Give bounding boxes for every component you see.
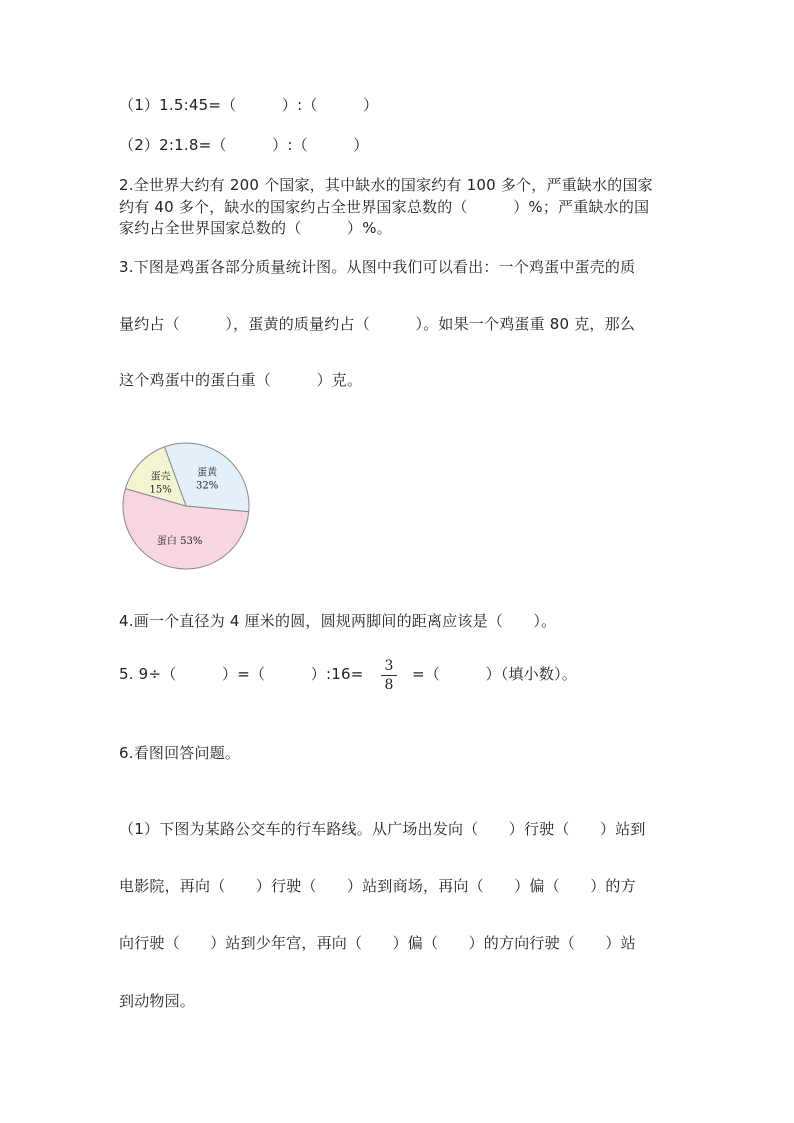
pie-slice-name-2: 蛋白 53%: [156, 536, 203, 548]
question-5-left: 5. 9÷（ ）=（ ）:16=: [119, 665, 364, 683]
egg-composition-pie-chart: [116, 441, 256, 571]
pie-slice-name-1: 蛋黄: [197, 467, 218, 479]
fraction-three-eighths: [378, 658, 400, 693]
pie-slice-value-0: 15%: [149, 484, 172, 496]
question-2-line-1: 2.全世界大约有 200 个国家，其中缺水的国家约有 100 多个，严重缺水的国家: [119, 176, 653, 194]
question-1-1: （1）1.5:45=（ ）:（ ）: [119, 96, 379, 114]
question-6-1-line-4: 到动物园。: [119, 992, 196, 1010]
question-2-line-2: 约有 40 多个，缺水的国家约占全世界国家总数的（ ）%；严重缺水的国: [119, 198, 650, 216]
question-3-line-1: 3.下图是鸡蛋各部分质量统计图。从图中我们可以看出：一个鸡蛋中蛋壳的质: [119, 258, 636, 276]
question-6: 6.看图回答问题。: [119, 744, 241, 762]
pie-chart-svg: [116, 441, 256, 571]
pie-slice-value-1: 32%: [196, 480, 219, 492]
question-6-1-line-3: 向行驶（ ）站到少年宫，再向（ ）偏（ ）的方向行驶（ ）站: [119, 934, 636, 952]
question-2-line-3: 家约占全世界国家总数的（ ）%。: [119, 219, 392, 237]
question-5-right: =（ ）（填小数）。: [412, 665, 577, 683]
question-3-line-3: 这个鸡蛋中的蛋白重（ ）克。: [119, 371, 363, 389]
question-6-1-line-2: 电影院，再向（ ）行驶（ ）站到商场，再向（ ）偏（ ）的方: [119, 877, 636, 895]
question-1-2: （2）2:1.8=（ ）:（ ）: [119, 136, 369, 154]
fraction-denominator: 8: [384, 677, 394, 693]
question-3-line-2: 量约占（ ），蛋黄的质量约占（ ）。如果一个鸡蛋重 80 克，那么: [119, 315, 636, 333]
fraction-bar: [381, 675, 397, 676]
question-4: 4.画一个直径为 4 厘米的圆，圆规两脚间的距离应该是（ ）。: [119, 612, 557, 630]
pie-slice-name-0: 蛋壳: [150, 471, 171, 483]
question-6-1-line-1: （1）下图为某路公交车的行车路线。从广场出发向（ ）行驶（ ）站到: [119, 820, 646, 838]
fraction-numerator: 3: [384, 658, 394, 674]
